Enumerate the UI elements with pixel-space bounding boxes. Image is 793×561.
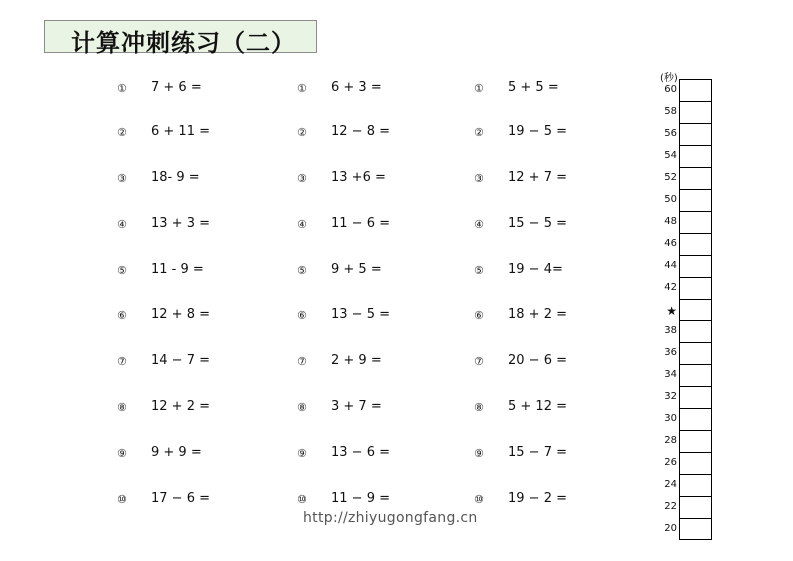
timer-scale-line [680, 299, 711, 300]
problem-number: ③ [474, 172, 484, 185]
problem-number: ⑨ [117, 447, 127, 460]
timer-scale-line [680, 386, 711, 387]
timer-scale-box [679, 79, 712, 540]
timer-scale-line [680, 364, 711, 365]
problem-number: ⑥ [297, 309, 307, 322]
problem-number: ⑨ [474, 447, 484, 460]
problem-expression: 13 − 6 = [331, 445, 390, 460]
problem-expression: 14 − 7 = [151, 353, 210, 368]
timer-scale-label: 26 [664, 457, 677, 469]
problem-number: ⑦ [474, 355, 484, 368]
problem-number: ⑦ [117, 355, 127, 368]
timer-scale-line [680, 233, 711, 234]
problem-number: ⑩ [297, 493, 307, 506]
timer-scale-label: 44 [664, 259, 677, 271]
problem-expression: 11 − 9 = [331, 491, 390, 506]
timer-scale-label: 24 [664, 479, 677, 491]
problem-expression: 19 − 4= [508, 262, 563, 277]
problem-number: ⑥ [117, 309, 127, 322]
timer-scale-line [680, 277, 711, 278]
problem-number: ⑤ [297, 264, 307, 277]
timer-scale-label: 56 [664, 127, 677, 139]
problem-number: ⑧ [297, 401, 307, 414]
problem-number: ② [474, 126, 484, 139]
problem-expression: 11 − 6 = [331, 216, 390, 231]
problem-expression: 5 + 12 = [508, 399, 567, 414]
problem-expression: 12 − 8 = [331, 124, 390, 139]
timer-scale-label: 32 [664, 391, 677, 403]
problem-number: ① [297, 82, 307, 95]
problem-expression: 6 + 11 = [151, 124, 210, 139]
problem-number: ⑩ [474, 493, 484, 506]
timer-scale-line [680, 408, 711, 409]
problem-number: ④ [474, 218, 484, 231]
problem-number: ② [297, 126, 307, 139]
timer-scale-label: 46 [664, 237, 677, 249]
problem-expression: 12 + 7 = [508, 170, 567, 185]
timer-scale-line [680, 430, 711, 431]
timer-scale-line [680, 496, 711, 497]
timer-scale-label: 20 [664, 523, 677, 535]
problem-expression: 19 − 5 = [508, 124, 567, 139]
problem-expression: 12 + 2 = [151, 399, 210, 414]
timer-scale-label: 50 [664, 193, 677, 205]
worksheet-title: 计算冲刺练习（二） [71, 29, 296, 57]
timer-scale-line [680, 452, 711, 453]
timer-scale-label: 34 [664, 369, 677, 381]
problem-number: ⑧ [474, 401, 484, 414]
problem-number: ② [117, 126, 127, 139]
timer-scale-line [680, 255, 711, 256]
problem-number: ⑧ [117, 401, 127, 414]
timer-scale-line [680, 211, 711, 212]
problem-number: ④ [297, 218, 307, 231]
problem-expression: 15 − 7 = [508, 445, 567, 460]
problem-expression: 20 − 6 = [508, 353, 567, 368]
problem-number: ⑨ [297, 447, 307, 460]
timer-scale-line [680, 474, 711, 475]
problem-number: ③ [297, 172, 307, 185]
timer-scale-line [680, 342, 711, 343]
timer-scale-label: 28 [664, 435, 677, 447]
problem-expression: 18 + 2 = [508, 307, 567, 322]
problem-expression: 17 − 6 = [151, 491, 210, 506]
timer-scale-line [680, 101, 711, 102]
problem-expression: 2 + 9 = [331, 353, 382, 368]
problem-expression: 19 − 2 = [508, 491, 567, 506]
timer-scale-label: 22 [664, 501, 677, 513]
timer-scale-line [680, 320, 711, 321]
timer-scale-label: 30 [664, 413, 677, 425]
timer-scale-label: 54 [664, 149, 677, 161]
timer-scale-line [680, 145, 711, 146]
problem-expression: 9 + 9 = [151, 445, 202, 460]
timer-unit-label: (秒) [660, 73, 678, 84]
timer-scale-line [680, 167, 711, 168]
problem-expression: 6 + 3 = [331, 80, 382, 95]
timer-scale-label: 60 [664, 84, 677, 95]
problem-expression: 5 + 5 = [508, 80, 559, 95]
problem-number: ⑤ [474, 264, 484, 277]
problem-expression: 11 - 9 = [151, 262, 204, 277]
timer-scale-label: 52 [664, 171, 677, 183]
timer-scale-label: 58 [664, 105, 677, 117]
timer-scale-line [680, 518, 711, 519]
problem-number: ④ [117, 218, 127, 231]
timer-scale-label: 36 [664, 347, 677, 359]
problem-expression: 7 + 6 = [151, 80, 202, 95]
problem-number: ③ [117, 172, 127, 185]
problem-expression: 9 + 5 = [331, 262, 382, 277]
problem-expression: 18- 9 = [151, 170, 200, 185]
problem-expression: 12 + 8 = [151, 307, 210, 322]
problem-number: ⑩ [117, 493, 127, 506]
problem-expression: 13 − 5 = [331, 307, 390, 322]
problem-expression: 3 + 7 = [331, 399, 382, 414]
problem-number: ⑤ [117, 264, 127, 277]
timer-scale-line [680, 123, 711, 124]
timer-scale-label: 42 [664, 281, 677, 293]
star-icon: ★ [666, 303, 677, 318]
problem-number: ⑦ [297, 355, 307, 368]
problem-number: ⑥ [474, 309, 484, 322]
problem-expression: 13 +6 = [331, 170, 386, 185]
problem-number: ① [474, 82, 484, 95]
title-banner [44, 20, 317, 57]
problem-expression: 13 + 3 = [151, 216, 210, 231]
problem-number: ① [117, 82, 127, 95]
timer-scale-label: 38 [664, 325, 677, 337]
timer-scale-line [680, 189, 711, 190]
timer-scale-label: 48 [664, 215, 677, 227]
footer-url: http://zhiyugongfang.cn [303, 510, 478, 526]
problem-expression: 15 − 5 = [508, 216, 567, 231]
